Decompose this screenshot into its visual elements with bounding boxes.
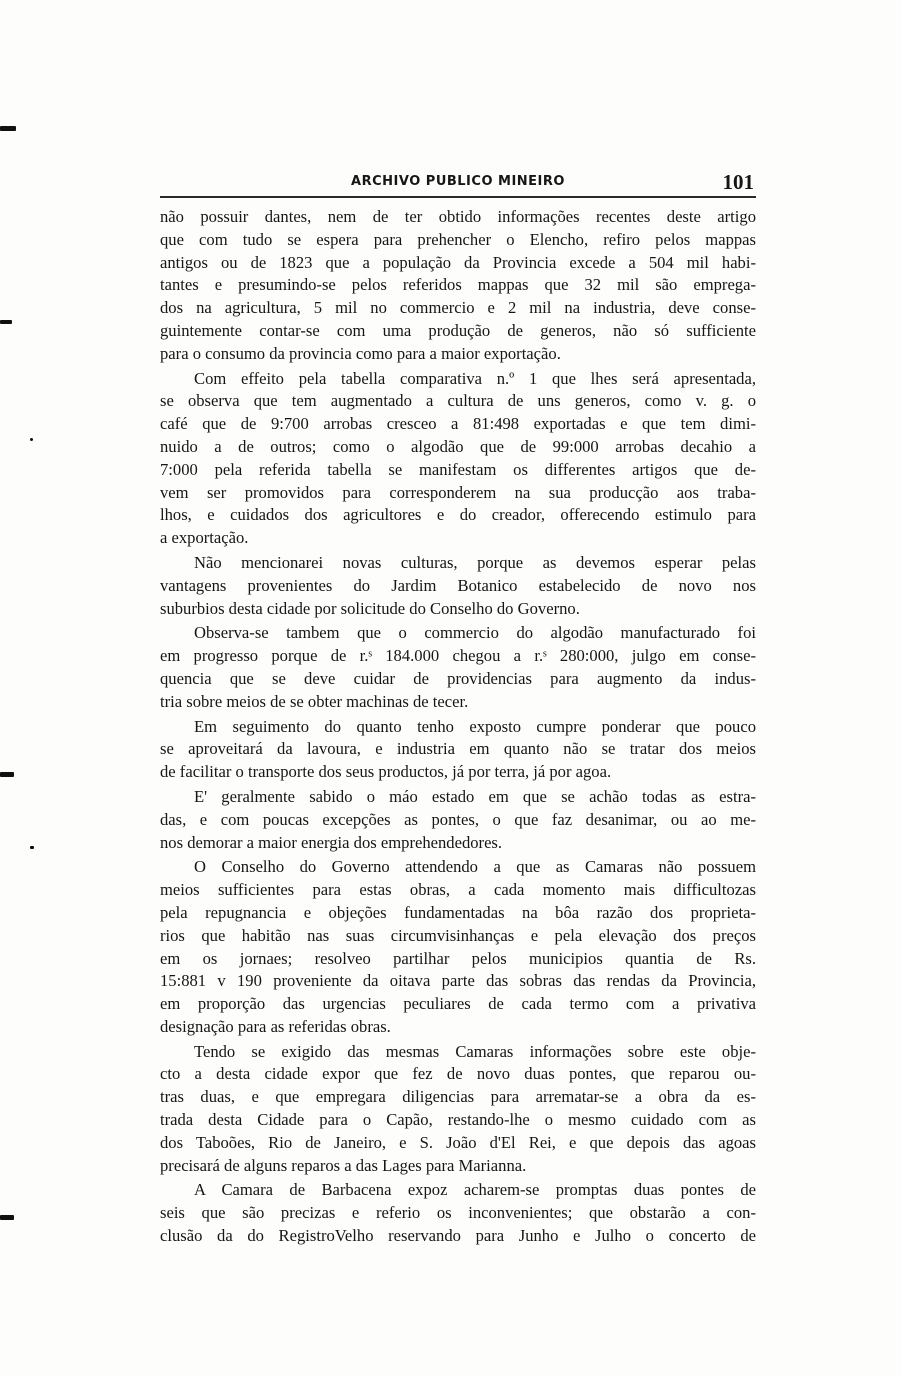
margin-mark bbox=[0, 772, 14, 777]
paragraph bbox=[160, 552, 756, 620]
text-line: quencia que se deve cuidar de providencias para augmento da indus- bbox=[160, 668, 756, 688]
text-line: Não mencionarei novas culturas, porque as devemos esperar pelas bbox=[194, 552, 756, 572]
paragraph bbox=[160, 786, 756, 854]
text-line: para o consumo da provincia como para a maior exportação. bbox=[160, 343, 561, 363]
margin-mark bbox=[30, 846, 34, 849]
text-line: a exportação. bbox=[160, 528, 249, 548]
text-line: em proporção das urgencias peculiares de cada termo com a privativa bbox=[160, 994, 756, 1014]
text-line: Com effeito pela tabella comparativa n.º 1 que lhes será apresentada, bbox=[194, 368, 756, 388]
text-line: Em seguimento do quanto tenho exposto cumpre ponderar que pouco bbox=[194, 716, 756, 736]
paragraph bbox=[160, 716, 756, 784]
margin-mark bbox=[0, 1215, 14, 1220]
text-line: Tendo se exigido das mesmas Camaras informações sobre este obje- bbox=[194, 1041, 756, 1061]
text-line: rios que habitão nas suas circumvisinhanças e pela elevação dos preços bbox=[160, 925, 756, 945]
margin-mark bbox=[30, 438, 33, 441]
text-line: O Conselho do Governo attendendo a que as Camaras não possuem bbox=[194, 857, 756, 877]
text-line: A Camara de Barbacena expoz acharem-se promptas duas pontes de bbox=[194, 1180, 756, 1200]
text-line: de facilitar o transporte dos seus productos, já por terra, já por agoa. bbox=[160, 762, 612, 782]
margin-mark bbox=[0, 126, 16, 131]
text-line: nuido a de outros; como o algodão que de 99:000 arrobas decahio a bbox=[160, 436, 756, 456]
text-line: das, e com poucas excepções as pontes, o que faz desanimar, ou ao me- bbox=[160, 809, 756, 829]
text-line: se observa que tem augmentado a cultura de uns generos, como v. g. o bbox=[160, 391, 756, 411]
text-line: tria sobre meios de se obter machinas de tecer. bbox=[160, 691, 469, 711]
text-line: 15:881 v 190 proveniente da oitava parte das sobras das rendas da Provincia, bbox=[160, 971, 756, 991]
text-line: trada desta Cidade para o Capão, restando-lhe o mesmo cuidado com as bbox=[160, 1110, 756, 1130]
text-line: dos Taboões, Rio de Janeiro, e S. João d'El Rei, e que depois das agoas bbox=[160, 1132, 756, 1152]
text-line: dos na agricultura, 5 mil no commercio e 2 mil na industria, deve conse- bbox=[160, 298, 756, 318]
paragraph bbox=[160, 1179, 756, 1247]
paragraph bbox=[160, 856, 756, 1038]
text-line: Observa-se tambem que o commercio do algodão manufacturado foi bbox=[194, 623, 756, 643]
paragraph bbox=[160, 622, 756, 713]
text-line: café que de 9:700 arrobas cresceo a 81:498 exportadas e que tem dimi- bbox=[160, 414, 756, 434]
margin-mark bbox=[0, 320, 12, 324]
text-line: tras duas, e que empregara diligencias para arrematar-se a obra da es- bbox=[160, 1087, 756, 1107]
text-line: 7:000 pela referida tabella se manifestam os differentes artigos que de- bbox=[160, 459, 756, 479]
text-line: em os jornaes; resolveo partilhar pelos municipios quantia de Rs. bbox=[160, 948, 756, 968]
text-line: seis que são precizas e referio os inconvenientes; que obstarão a con- bbox=[160, 1203, 756, 1223]
header-rule bbox=[160, 196, 756, 198]
page-number: 101 bbox=[722, 170, 754, 194]
text-line: meios sufficientes para estas obras, a cada momento mais difficultozas bbox=[160, 880, 756, 900]
text-line: designação para as referidas obras. bbox=[160, 1016, 391, 1036]
text-line: vantagens provenientes do Jardim Botanico estabelecido de novo nos bbox=[160, 575, 756, 595]
body-text bbox=[160, 206, 756, 1248]
text-line: lhos, e cuidados dos agricultores e do creador, offerecendo estimulo para bbox=[160, 505, 756, 525]
text-line: cto a desta cidade expor que fez de novo duas pontes, que reparou ou- bbox=[160, 1064, 756, 1084]
text-line: que com tudo se espera para prehencher o Elencho, refiro pelos mappas bbox=[160, 229, 756, 249]
text-line: em progresso porque de r.ˢ 184.000 chegou a r.ˢ 280:000, julgo em conse- bbox=[160, 646, 756, 666]
running-title: ARCHIVO PUBLICO MINEIRO bbox=[351, 174, 565, 189]
text-line: nos demorar a maior energia dos emprehendedores. bbox=[160, 832, 503, 852]
paragraph bbox=[160, 206, 756, 366]
text-line: guintemente contar-se com uma produção de generos, não só sufficiente bbox=[160, 320, 756, 340]
text-line: antigos ou de 1823 que a população da Provincia excede a 504 mil habi- bbox=[160, 252, 756, 272]
text-line: não possuir dantes, nem de ter obtido informações recentes deste artigo bbox=[160, 207, 756, 226]
text-line: suburbios desta cidade por solicitude do Conselho do Governo. bbox=[160, 598, 580, 618]
text-line: E' geralmente sabido o máo estado em que se achão todas as estra- bbox=[194, 786, 756, 806]
text-line: se aproveitará da lavoura, e industria em quanto não se tratar dos meios bbox=[160, 739, 756, 759]
text-line: pela repugnancia e objeções fundamentadas na bôa razão dos proprieta- bbox=[160, 902, 756, 922]
text-line: tantes e presumindo-se pelos referidos mappas que 32 mil são emprega- bbox=[160, 275, 756, 295]
text-line: clusão da do RegistroVelho reservando para Junho e Julho o concerto de bbox=[160, 1226, 756, 1246]
page-header bbox=[160, 172, 756, 198]
paragraph bbox=[160, 1041, 756, 1178]
paragraph bbox=[160, 368, 756, 550]
text-line: precisará de alguns reparos a das Lages para Marianna. bbox=[160, 1155, 527, 1175]
text-line: vem ser promovidos para corresponderem na sua producção aos traba- bbox=[160, 482, 756, 502]
